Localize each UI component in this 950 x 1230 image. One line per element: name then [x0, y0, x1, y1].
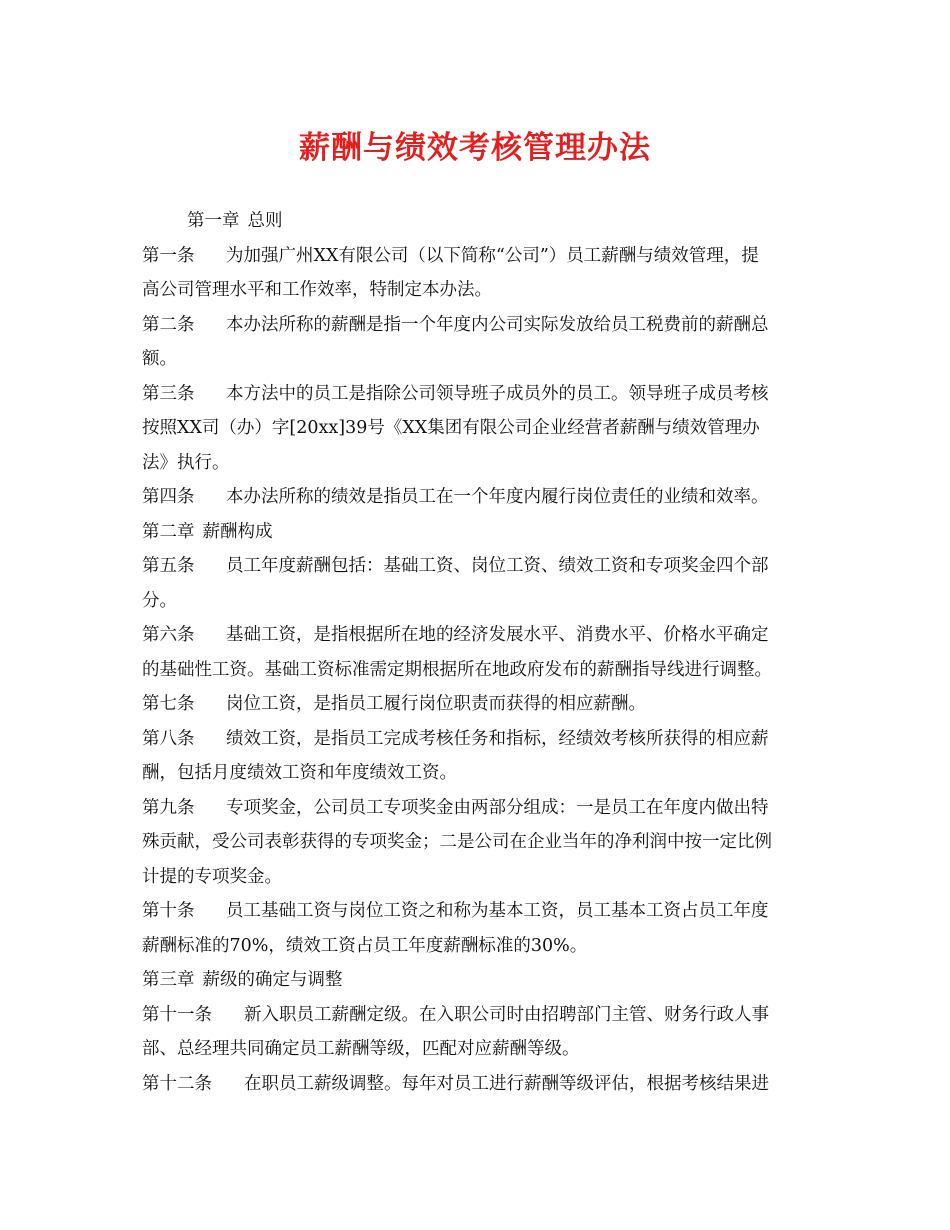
- article-text: 专项奖金，公司员工专项奖金由两部分组成：一是员工在年度内做出特: [226, 797, 769, 818]
- article-text: 岗位工资，是指员工履行岗位职责而获得的相应薪酬。: [226, 694, 646, 714]
- article-1-line-2: 高公司管理水平和工作效率，特制定本办法。: [142, 280, 492, 300]
- article-text: 本办法所称的薪酬是指一个年度内公司实际发放给员工税费前的薪酬总: [226, 314, 769, 335]
- article-label: 第十一条: [142, 1004, 212, 1025]
- article-text: 为加强广州XX有限公司（以下简称“公司”）员工薪酬与绩效管理，提: [226, 245, 759, 266]
- article-label: 第十二条: [142, 1073, 212, 1094]
- chapter-title: 总则: [247, 211, 283, 231]
- article-2-line-1: [142, 308, 812, 343]
- chapter-3-heading: [142, 963, 812, 998]
- article-text: 员工年度薪酬包括：基础工资、岗位工资、绩效工资和专项奖金四个部: [226, 556, 769, 576]
- article-11-line-2: 部、总经理共同确定员工薪酬等级，匹配对应薪酬等级。: [142, 1039, 580, 1059]
- document-body: [142, 204, 812, 1101]
- article-9-line-3: 计提的专项奖金。: [142, 866, 282, 887]
- article-8-line-2: 酬，包括月度绩效工资和年度绩效工资。: [142, 763, 457, 783]
- article-2-line-2: 额。: [142, 349, 177, 369]
- article-7-line-1: [142, 687, 812, 722]
- article-12-line-1: [142, 1067, 812, 1102]
- article-label: 第六条: [142, 625, 195, 645]
- article-5-line-1: [142, 549, 812, 584]
- chapter-label: 第三章: [142, 970, 195, 990]
- article-4-line-1: [142, 480, 812, 515]
- article-6-line-2: 的基础性工资。基础工资标准需定期根据所在地政府发布的薪酬指导线进行调整。: [142, 659, 772, 680]
- article-10-line-1: [142, 894, 812, 929]
- article-3-line-1: [142, 377, 812, 412]
- article-5-line-2: 分。: [142, 590, 177, 611]
- article-1-line-1: [142, 239, 812, 274]
- article-3-line-3: 法》执行。: [142, 452, 230, 473]
- article-label: 第三条: [142, 383, 195, 404]
- article-11-line-1: [142, 998, 812, 1033]
- chapter-label: 第一章: [187, 211, 240, 231]
- article-text: 基础工资，是指根据所在地的经济发展水平、消费水平、价格水平确定: [226, 625, 769, 645]
- chapter-label: 第二章: [142, 521, 195, 542]
- article-label: 第七条: [142, 694, 195, 714]
- article-text: 本办法所称的绩效是指员工在一个年度内履行岗位责任的业绩和效率。: [226, 487, 769, 507]
- article-text: 员工基础工资与岗位工资之和称为基本工资，员工基本工资占员工年度: [226, 901, 769, 921]
- article-text: 在职员工薪级调整。每年对员工进行薪酬等级评估，根据考核结果进: [244, 1073, 769, 1094]
- article-9-line-2: 殊贡献，受公司表彰获得的专项奖金；二是公司在企业当年的净利润中按一定比例: [142, 832, 772, 852]
- chapter-title: 薪级的确定与调整: [202, 970, 343, 990]
- article-label: 第九条: [142, 797, 195, 818]
- article-3-line-2: 按照XX司（办）字[20xx]39号《XX集团有限公司企业经营者薪酬与绩效管理办: [142, 418, 760, 438]
- article-text: 本方法中的员工是指除公司领导班子成员外的员工。领导班子成员考核: [226, 383, 769, 404]
- article-label: 第十条: [142, 901, 195, 921]
- article-10-line-2: 薪酬标准的70%，绩效工资占员工年度薪酬标准的30%。: [142, 935, 588, 956]
- article-9-line-1: [142, 791, 812, 826]
- article-label: 第二条: [142, 314, 195, 335]
- article-text: 绩效工资，是指员工完成考核任务和指标，经绩效考核所获得的相应薪: [226, 728, 769, 749]
- article-label: 第五条: [142, 556, 195, 576]
- article-label: 第八条: [142, 728, 195, 749]
- chapter-title: 薪酬构成: [202, 521, 273, 542]
- chapter-2-heading: [142, 515, 812, 550]
- article-text: 新入职员工薪酬定级。在入职公司时由招聘部门主管、财务行政人事: [244, 1004, 769, 1025]
- chapter-1-heading: [142, 204, 812, 239]
- article-label: 第四条: [142, 487, 195, 507]
- article-8-line-1: [142, 722, 812, 757]
- document-title: 薪酬与绩效考核管理办法: [299, 130, 651, 166]
- article-label: 第一条: [142, 245, 195, 266]
- article-6-line-1: [142, 618, 812, 653]
